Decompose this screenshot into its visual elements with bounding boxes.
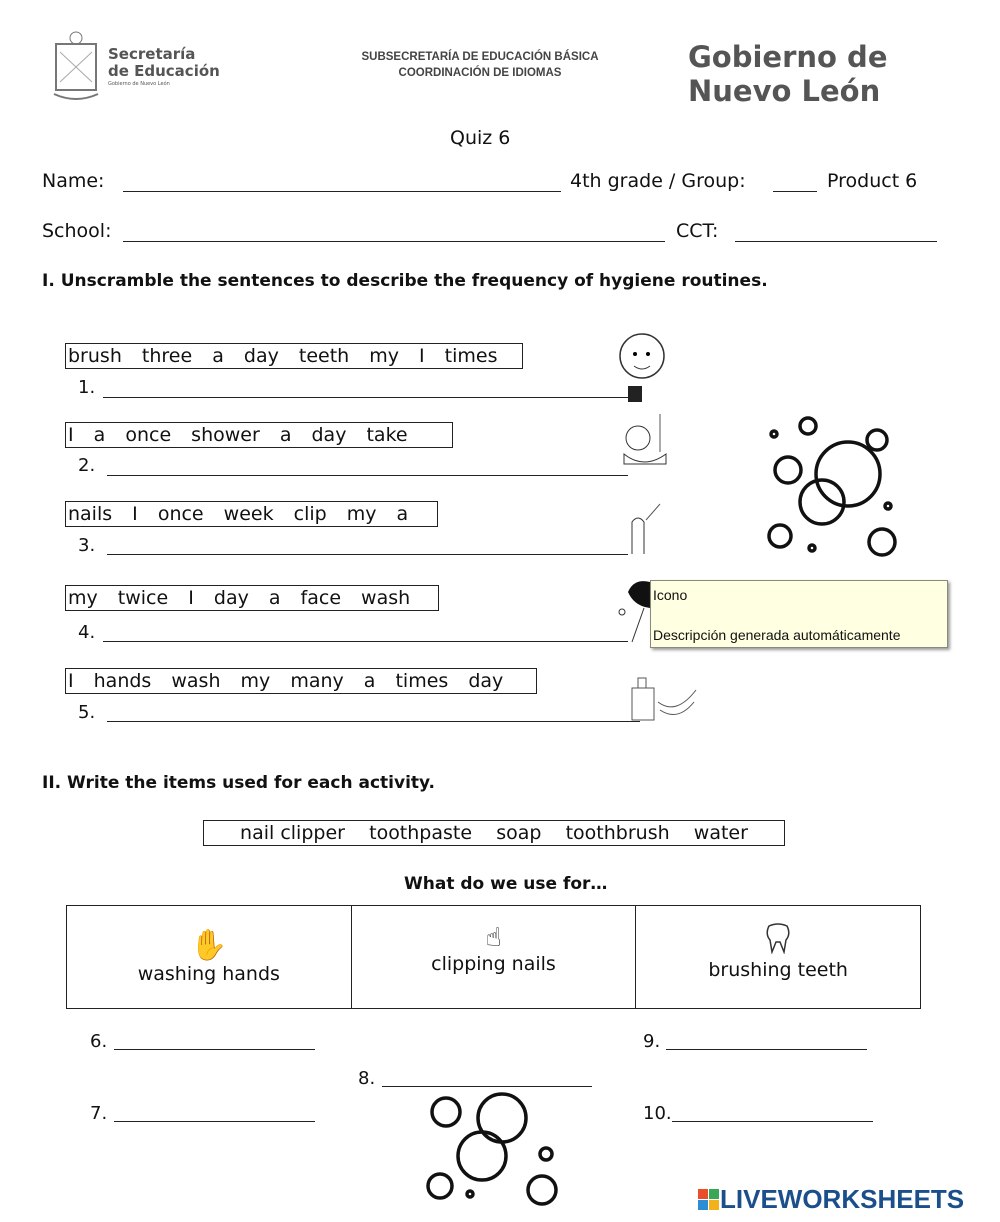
washing-hands-soap-icon <box>628 672 700 722</box>
group-field[interactable] <box>773 191 817 192</box>
scrambled-sentence-2: I a once shower a day take <box>65 422 453 448</box>
answer-line-5[interactable] <box>107 721 640 722</box>
coordinacion-text: COORDINACIÓN DE IDIOMAS <box>398 67 562 79</box>
boy-brushing-teeth-icon <box>608 328 670 403</box>
answer-number-1: 1. <box>78 377 96 398</box>
washing-face-icon <box>614 578 654 644</box>
tooltip-title: Icono <box>653 587 688 603</box>
liveworksheets-logo-icon <box>698 1187 720 1213</box>
image-alt-tooltip <box>650 580 948 648</box>
word-bank: nail clipper toothpaste soap toothbrush water <box>203 820 785 846</box>
answer-number-5: 5. <box>78 702 96 723</box>
answer-line-8[interactable] <box>382 1086 592 1087</box>
logo-text-1: Secretaría <box>108 45 196 63</box>
answer-number-10: 10. <box>643 1103 672 1124</box>
answer-line-3[interactable] <box>107 554 628 555</box>
product-label: Product 6 <box>827 170 918 192</box>
activity-label: brushing teeth <box>708 958 848 981</box>
answer-line-7[interactable] <box>114 1121 315 1122</box>
answer-number-6: 6. <box>90 1031 108 1052</box>
bubbles-icon-bottom <box>420 1090 570 1210</box>
activity-cell-washing-hands <box>67 906 352 1009</box>
activity-label: clipping nails <box>431 953 556 975</box>
activity-cell-brushing-teeth <box>636 906 921 1009</box>
school-field[interactable] <box>123 241 665 242</box>
cct-field[interactable] <box>735 241 937 242</box>
answer-number-3: 3. <box>78 535 96 556</box>
section1-heading: I. Unscramble the sentences to describe the frequency of hygiene routines. <box>42 271 768 291</box>
logo-small-text: Gobierno de Nuevo León <box>108 81 170 87</box>
tooth-icon <box>761 920 795 954</box>
liveworksheets-brand: LIVEWORKSHEETS <box>720 1184 965 1214</box>
name-label: Name: <box>42 170 105 192</box>
answer-line-10[interactable] <box>672 1121 873 1122</box>
tooltip-description: Descripción generada automáticamente <box>653 627 901 643</box>
name-field[interactable] <box>123 191 561 192</box>
activities-table <box>66 905 921 1009</box>
finger-nail-icon <box>624 500 664 556</box>
answer-number-9: 9. <box>643 1031 661 1052</box>
grade-group-label: 4th grade / Group: <box>570 170 746 192</box>
answer-number-4: 4. <box>78 622 96 643</box>
shower-icon <box>616 412 672 474</box>
answer-line-2[interactable] <box>107 475 628 476</box>
answer-number-2: 2. <box>78 455 96 476</box>
scrambled-sentence-1: brush three a day teeth my I times <box>65 343 523 369</box>
school-label: School: <box>42 220 112 242</box>
hand-icon: ✋ <box>190 928 228 963</box>
activity-label: washing hands <box>137 963 280 985</box>
answer-line-1[interactable] <box>103 397 628 398</box>
section2-heading: II. Write the items used for each activity. <box>42 773 436 793</box>
coat-of-arms-icon <box>50 28 102 103</box>
answer-number-7: 7. <box>90 1103 108 1124</box>
answer-line-6[interactable] <box>114 1049 315 1050</box>
bubbles-icon <box>760 408 910 568</box>
quiz-title: Quiz 6 <box>450 127 511 149</box>
scrambled-sentence-3: nails I once week clip my a <box>65 501 438 527</box>
activity-cell-clipping-nails <box>351 906 636 1009</box>
gobierno-text-1: Gobierno de <box>688 40 888 74</box>
answer-number-8: 8. <box>358 1068 376 1089</box>
gobierno-text-2: Nuevo León <box>688 74 881 108</box>
pointing-finger-icon: ☝ <box>485 923 502 953</box>
answer-line-9[interactable] <box>666 1049 867 1050</box>
answer-line-4[interactable] <box>103 641 628 642</box>
logo-text-2: de Educación <box>108 62 220 80</box>
subsecretaria-text: SUBSECRETARÍA DE EDUCACIÓN BÁSICA <box>361 51 599 63</box>
scrambled-sentence-5: I hands wash my many a times day <box>65 668 537 694</box>
cct-label: CCT: <box>676 220 719 242</box>
scrambled-sentence-4: my twice I day a face wash <box>65 585 439 611</box>
question-heading: What do we use for… <box>404 874 608 894</box>
liveworksheets-logo[interactable] <box>698 1184 964 1215</box>
